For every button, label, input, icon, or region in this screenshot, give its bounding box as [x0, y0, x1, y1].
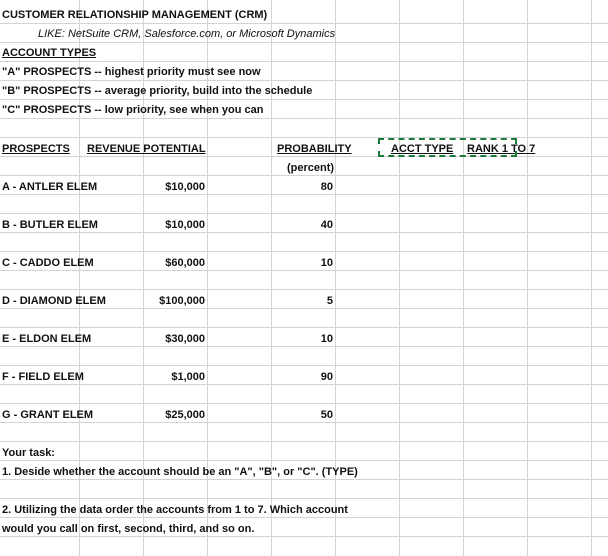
prospect-name: B - BUTLER ELEM [2, 219, 98, 231]
crm-examples-note: LIKE: NetSuite CRM, Salesforce.com, or Microsoft Dynamics [38, 28, 336, 40]
selected-cell-range[interactable] [378, 138, 517, 157]
probability-value: 5 [326, 295, 333, 307]
type-b-description: "B" PROSPECTS -- average priority, build into the schedule [2, 85, 313, 97]
probability-unit: (percent) [287, 162, 335, 174]
col-header-revenue: REVENUE POTENTIAL [87, 143, 206, 155]
revenue-value: $60,000 [165, 257, 205, 269]
prospect-name: A - ANTLER ELEM [2, 181, 98, 193]
revenue-value: $100,000 [159, 295, 205, 307]
probability-value: 10 [320, 333, 333, 345]
task-step-1: 1. Deside whether the account should be an "A", "B", or "C". (TYPE) [2, 466, 358, 478]
prospect-name: G - GRANT ELEM [2, 409, 94, 421]
revenue-value: $25,000 [165, 409, 205, 421]
probability-value: 50 [320, 409, 333, 421]
revenue-value: $10,000 [165, 219, 205, 231]
revenue-value: $30,000 [165, 333, 205, 345]
task-step-2-line-1: 2. Utilizing the data order the accounts from 1 to 7. Which account [2, 504, 348, 516]
col-header-rank[interactable]: RANK 1 TO 7 [467, 143, 536, 155]
col-header-probability: PROBABILITY [277, 143, 352, 155]
sheet-title: CUSTOMER RELATIONSHIP MANAGEMENT (CRM) [2, 9, 268, 21]
task-step-2-line-2: would you call on first, second, third, and so on. [2, 523, 255, 535]
prospect-name: E - ELDON ELEM [2, 333, 92, 345]
account-types-heading: ACCOUNT TYPES [2, 47, 97, 59]
probability-value: 90 [320, 371, 333, 383]
revenue-value: $1,000 [171, 371, 205, 383]
probability-value: 10 [320, 257, 333, 269]
type-c-description: "C" PROSPECTS -- low priority, see when you can [2, 104, 264, 116]
task-heading: Your task: [2, 447, 55, 459]
col-header-prospects: PROSPECTS [2, 143, 70, 155]
prospect-name: F - FIELD ELEM [2, 371, 84, 383]
probability-value: 40 [320, 219, 333, 231]
prospect-name: C - CADDO ELEM [2, 257, 94, 269]
type-a-description: "A" PROSPECTS -- highest priority must see now [2, 66, 261, 78]
revenue-value: $10,000 [165, 181, 205, 193]
probability-value: 80 [320, 181, 333, 193]
prospect-name: D - DIAMOND ELEM [2, 295, 106, 307]
col-header-acct-type[interactable]: ACCT TYPE [391, 143, 454, 155]
